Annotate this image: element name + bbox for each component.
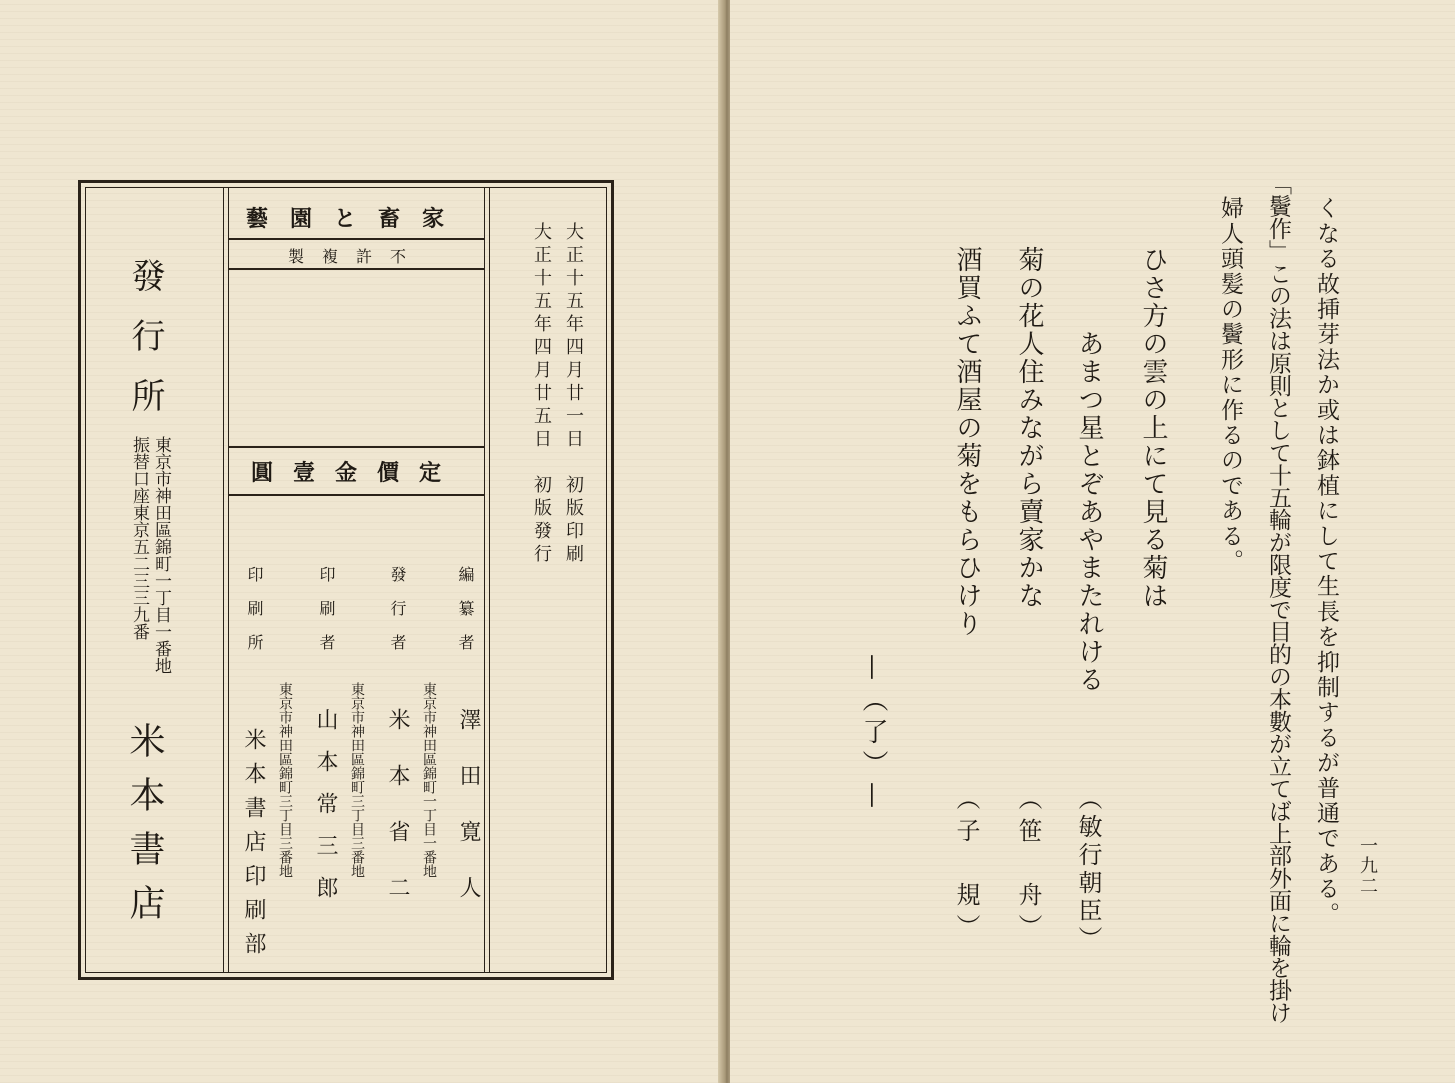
publisher-account: 振替口座東京五二三三九番 (129, 436, 149, 640)
editor-address: 東京市神田區錦町一丁目一番地 (421, 682, 437, 878)
poem-line: ひさ方の雲の上にて見る菊は (1138, 246, 1168, 610)
poem-line: あまつ星とぞあやまたれける (1074, 330, 1104, 694)
body-line: くなる故挿芽法か或は鉢植にして生長を抑制するが普通である。 (1313, 196, 1339, 927)
printing-date: 大正十五年四月廿一日 初版印刷 (563, 222, 584, 567)
publisher-person-name: 米本省二 (385, 708, 410, 932)
printer-name: 山本常三郎 (313, 708, 338, 918)
printer-role: 印刷者 (317, 566, 336, 668)
printing-house-role: 印刷所 (245, 566, 264, 668)
poem-author: （笹 舟） (1014, 786, 1042, 946)
body-line: 「鬢作」この法は原則として十五輪が限度で目的の本數が立てば上部外面に輪を掛け (1265, 172, 1291, 1024)
page-number: 一九二 (1357, 836, 1378, 896)
publisher-address: 東京市神田區錦町一丁目一番地 (151, 436, 171, 674)
book-title: 家畜と園藝 (245, 206, 466, 232)
printer-address: 東京市神田區錦町三丁目三番地 (349, 682, 365, 878)
printing-house-name: 米本書店印刷部 (241, 728, 266, 966)
body-line: 婦人頭髪の鬢形に作るのである。 (1217, 196, 1243, 574)
publisher-label: 發行所 (125, 258, 165, 438)
poem-author: （子 規） (952, 786, 980, 946)
price: 定價金壹圓 (250, 460, 461, 486)
text-page (730, 0, 1455, 1083)
colophon-frame (78, 180, 614, 980)
poem-line: 酒買ふて酒屋の菊をもらひけり (952, 246, 982, 638)
end-mark: —（了）— (858, 654, 888, 814)
poem-author: （敏行朝臣） (1074, 786, 1102, 954)
poem-line: 菊の花人住みながら賣家かな (1014, 246, 1044, 610)
editor-name: 澤田寛人 (456, 708, 481, 932)
publisher-person-role: 發行者 (388, 566, 407, 668)
editor-role: 編纂者 (456, 566, 475, 668)
publication-date: 大正十五年四月廿五日 初版發行 (531, 222, 552, 567)
printing-house-address: 東京市神田區錦町三丁目三番地 (277, 682, 293, 878)
reproduction-notice: 不許複製 (287, 247, 424, 266)
column-divider (223, 188, 224, 972)
publisher-name: 米本書店 (124, 722, 165, 938)
column-divider (484, 188, 485, 972)
colophon-page (0, 0, 722, 1083)
